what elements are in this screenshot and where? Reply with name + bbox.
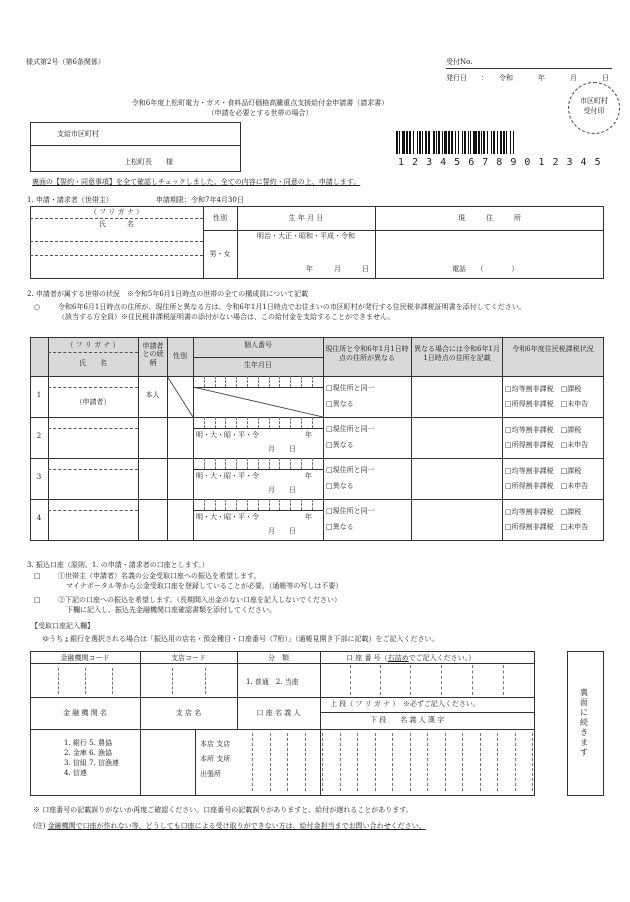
stamp-label-1: 市区町村 [580,97,608,105]
holder-char-cell-divider [322,733,323,791]
row-same-address-checkbox[interactable]: □現住所と同一 [326,466,375,474]
barcode-digits: 1 2 3 4 5 6 7 8 9 0 1 2 3 4 5 [398,157,602,168]
row-digit-divider [269,376,270,387]
issue-date-colon: ： [481,74,488,82]
row-digit-divider [247,458,248,469]
row-birth-eras: 明・大・昭・平・令 [196,431,259,439]
option2-line2: 下欄に記入し、振込先金融機関口座確認書類を添付してください。 [66,606,276,614]
row-birth-year: 年 [305,431,312,439]
barcode [396,131,604,154]
row-digit-divider [301,417,302,428]
form-number: 様式第2号（第6条関係） [26,58,105,66]
footer-note2-prefix: (注) [33,822,48,830]
row-digit-divider [236,458,237,469]
row-digit-divider [301,499,302,510]
row-birth-eras: 明・大・昭・平・令 [196,513,259,521]
row-digit-divider [247,499,248,510]
row-digit-divider [290,458,291,469]
row-birth-eras: 明・大・昭・平・令 [196,472,259,480]
applicant-furigana-label: （ フ リ ガ ナ ） [89,208,144,216]
account-holder-label: 口 座 名 義 人 [256,709,301,717]
bank-type-1: 1. 銀行 5. 農協 [64,739,113,747]
applicant-name-label: 氏 名 [99,220,134,228]
row-birth-year: 年 [305,513,312,521]
issue-date-era: 令和 [499,74,513,82]
row-relation: 本人 [145,391,160,399]
applicant-birth-ymd: 年 月 日 [306,265,369,273]
row-digit-divider [269,417,270,428]
row-tax-status-line2[interactable]: □所得割非課税 □未申告 [505,523,589,531]
issue-date-year: 年 [538,74,545,82]
issue-date-label: 発行日 [446,74,467,82]
row-digit-divider [215,376,216,387]
bank-type-2: 2. 金庫 6. 漁協 [64,749,113,757]
application-deadline: 申請期限：令和7年4月30日 [156,196,244,204]
holder-char-cell-divider [427,733,428,791]
form-subtitle: （申請を必要とする世帯の場合） [207,109,313,117]
row1-gender-crossout-line [167,376,193,417]
row-digit-divider [225,458,226,469]
col-previous-address: 異なる場合には令和6年1月1日時点の住所を記載 [414,345,500,363]
row-furigana-line [48,469,138,470]
row1-birth-crossout [193,387,323,417]
applicant-gender-label: 性別 [213,214,227,222]
row-number-divider [193,510,323,511]
section2-heading: 2. 申請者が属する世帯の状況 ※令和5年6月1日時点の世帯の全ての構成員について記載 [27,290,309,298]
branch-type-2: 本所 支所 [200,755,231,763]
section2-note-mark: ○ [34,303,41,311]
reception-stamp-area [568,82,620,134]
row-birth-md: 月 日 [268,486,296,494]
row-digit-divider [301,376,302,387]
row-furigana-line [48,428,138,429]
branch-type-3: 出張所 [200,770,221,778]
branch-name-label: 支 店 名 [175,709,202,717]
municipality-label: 支給市区町村 [57,130,99,138]
row-digit-divider [312,499,313,510]
row-digit-divider [301,458,302,469]
applicant-gender-options: 男・女 [209,250,231,258]
holder-char-cell-divider [375,733,376,791]
row-furigana-line [48,387,138,388]
row-digit-divider [279,417,280,428]
row-number: 4 [36,514,42,522]
row-digit-divider [225,417,226,428]
row-digit-divider [236,376,237,387]
stamp-label-2: 受付印 [583,107,605,115]
row1-birth-crossout-line [193,387,323,417]
issue-date-day: 日 [602,74,609,82]
holder-char-cell-divider [410,733,411,791]
row-same-address-checkbox[interactable]: □現住所と同一 [326,425,375,433]
col-personal-number: 個人番号 [244,341,272,349]
row-birth-md: 月 日 [268,445,296,453]
row-digit-divider [204,458,205,469]
holder-char-cell-divider [462,733,463,791]
row-name-note: （申請者） [75,398,111,406]
row-digit-divider [279,499,280,510]
col-name: 氏 名 [79,359,107,367]
issue-date-month: 月 [570,74,577,82]
holder-kanji-label: 下 段 名 義 人 漢 字 [370,716,445,724]
holder-char-cell-divider [497,733,498,791]
holder-kana-label: 上 段（ フ リ ガ ナ ） ※必ずご記入ください。 [330,700,480,708]
barcode-bar [514,131,515,154]
applicant-address-label: 現 住 所 [458,214,521,222]
col-tax-status: 令和6年度住民税課税状況 [512,345,594,353]
holder-char-cell-divider [445,733,446,791]
row-furigana-line [48,510,138,511]
holder-char-cell-divider [252,733,253,791]
row-digit-divider [236,499,237,510]
footer-note2-text: 金融機関で口座が作れない等、どうしても口座による受け取りができない方は、給付金担当までお問い合わせください。 [47,822,426,830]
col-furigana: （ フ リ ガ ナ ） [66,341,120,349]
option2-checkbox[interactable]: □ [34,596,41,604]
row-tax-status-line2[interactable]: □所得割非課税 □未申告 [505,400,589,408]
account-category-label: 分 類 [268,654,289,662]
account-number-right-align: 右詰め [387,654,409,662]
row-tax-status-line1[interactable]: □均等割非課税 □課税 [505,508,582,516]
row-digit-divider [215,417,216,428]
branch-type-1: 本店 支店 [200,740,231,748]
row-number: 2 [36,432,42,440]
row-digit-divider [215,499,216,510]
form-title: 令和6年度上松町電力・ガス・食料品灯価格高騰重点支援給付金申請書（請求書） [131,99,389,107]
col-birthdate: 生年月日 [244,361,272,369]
holder-char-cell-divider [480,733,481,791]
section2-note1: 令和6年6月1日時点の住所が、現住所と異なる方は、令和6年1月1日時点でお住まいの市区町村が発行する住民税非課税証明書を添付してください。 [58,303,526,311]
row-digit-divider [225,376,226,387]
row-number-divider [193,469,323,470]
yucho-note: ゆうちょ銀行を選択される場合は「振込用の店名・預金種目・口座番号（7桁）」（通帳見開き下部に記載）をご記入ください。 [42,635,439,643]
bank-name-label: 金 融 機 関 名 [63,709,107,717]
reverse-note: 裏面に続きます [580,688,588,757]
col-address-differs: 現住所と令和6年1月1日時点の住所が異なる [325,345,409,363]
option1-line1: ①世帯主（申請者）名義の公金受取口座への振込を希望します。 [58,572,261,580]
bank-type-4: 4. 信連 [64,769,87,777]
row-digit-divider [290,376,291,387]
row-different-address-checkbox[interactable]: □異なる [326,441,354,449]
section2-note2: （該当する方全員）※住民税非課税証明書の添付がない場合は、この給付金を支給することができません。 [58,313,395,321]
section3-heading: 3. 振込口座（原則、1. の申請・請求者の口座とします。） [27,561,209,569]
row-digit-divider [290,499,291,510]
row-different-address-checkbox[interactable]: □異なる [326,523,354,531]
row-birth-year: 年 [305,472,312,480]
holder-char-cell-divider [392,733,393,791]
holder-char-cell-divider [340,733,341,791]
row-tax-status-line2[interactable]: □所得割非課税 □未申告 [505,441,589,449]
row-tax-status-line1[interactable]: □均等割非課税 □課税 [505,426,582,434]
holder-char-cell-divider [287,733,288,791]
row-digit-divider [247,417,248,428]
account-number-label [346,654,475,663]
row-digit-divider [279,376,280,387]
option1-line2: マイナポータル等から公金受取口座を登録していることが必要。（通帳等の写しは不要） [66,582,343,590]
option2-line1: ②下記の口座への振込を希望します。（長期間入出金のない口座を記入しないでください） [58,596,341,604]
row-digit-divider [269,458,270,469]
row-tax-status-line2[interactable]: □所得割非課税 □未申告 [505,482,589,490]
holder-char-cell-divider [357,733,358,791]
row-digit-divider [269,499,270,510]
row-digit-divider [247,376,248,387]
row-digit-divider [312,458,313,469]
col-relation: 申請者との続柄 [142,342,164,367]
row-birth-md: 月 日 [268,527,296,535]
row-digit-divider [258,417,259,428]
col-gender: 性別 [173,352,187,360]
account-category-options: 1. 普通 2. 当座 [246,678,299,686]
mayor-label: 上松町長 様 [124,158,173,166]
row-same-address-checkbox[interactable]: □現住所と同一 [326,384,375,392]
row-digit-divider [279,458,280,469]
row-digit-divider [236,417,237,428]
bank-type-3: 3. 信組 7. 信漁連 [64,759,120,767]
row-digit-divider [204,499,205,510]
option1-checkbox[interactable]: □ [34,572,41,580]
holder-char-cell-divider [515,733,516,791]
account-number-text: 口 座 番 号（ [346,654,388,662]
row-different-address-checkbox[interactable]: □異なる [326,400,354,408]
holder-char-cell-divider [305,733,306,791]
section1-heading: 1. 申請・請求者（世帯主） [27,196,113,204]
row-number: 1 [36,391,42,399]
account-heading: 【受取口座記入欄】 [31,622,94,630]
row-digit-divider [258,499,259,510]
row-digit-divider [215,458,216,469]
row-number-divider [193,428,323,429]
row-digit-divider [258,376,259,387]
row-digit-divider [225,499,226,510]
row-digit-divider [258,458,259,469]
holder-char-cell-divider [532,733,533,791]
footer-note1: ※ 口座番号の記載誤りがないか再度ご確認ください。口座番号の記載誤りがありますと、給付が遅れることがあります。 [33,806,413,814]
applicant-phone: 電話 （ ） [452,265,519,273]
bank-code-label: 金融機関コード [60,654,110,662]
row-digit-divider [312,417,313,428]
row1-gender-crossout [167,376,193,417]
branch-code-label: 支店コード [171,654,206,662]
receipt-no-label: 受付No. [446,58,473,66]
row-number: 3 [36,473,42,481]
holder-char-cell-divider [270,733,271,791]
footer-note2 [33,822,426,831]
account-number-text-end: でご記入ください。） [408,654,476,662]
row-digit-divider [204,417,205,428]
applicant-birth-label: 生 年 月 日 [288,214,324,222]
applicant-birth-eras: 明治・大正・昭和・平成・令和 [257,232,355,240]
row-different-address-checkbox[interactable]: □異なる [326,482,354,490]
row-digit-divider [312,376,313,387]
row-digit-divider [290,417,291,428]
row-same-address-checkbox[interactable]: □現住所と同一 [326,507,375,515]
consent-statement: 裏面の【誓約・同意事項】を全て確認しチェックしました。全ての内容に誓約・同意の上、申請します。 [32,178,361,186]
row-tax-status-line1[interactable]: □均等割非課税 □課税 [505,385,582,393]
row-tax-status-line1[interactable]: □均等割非課税 □課税 [505,467,582,475]
row-digit-divider [204,376,205,387]
